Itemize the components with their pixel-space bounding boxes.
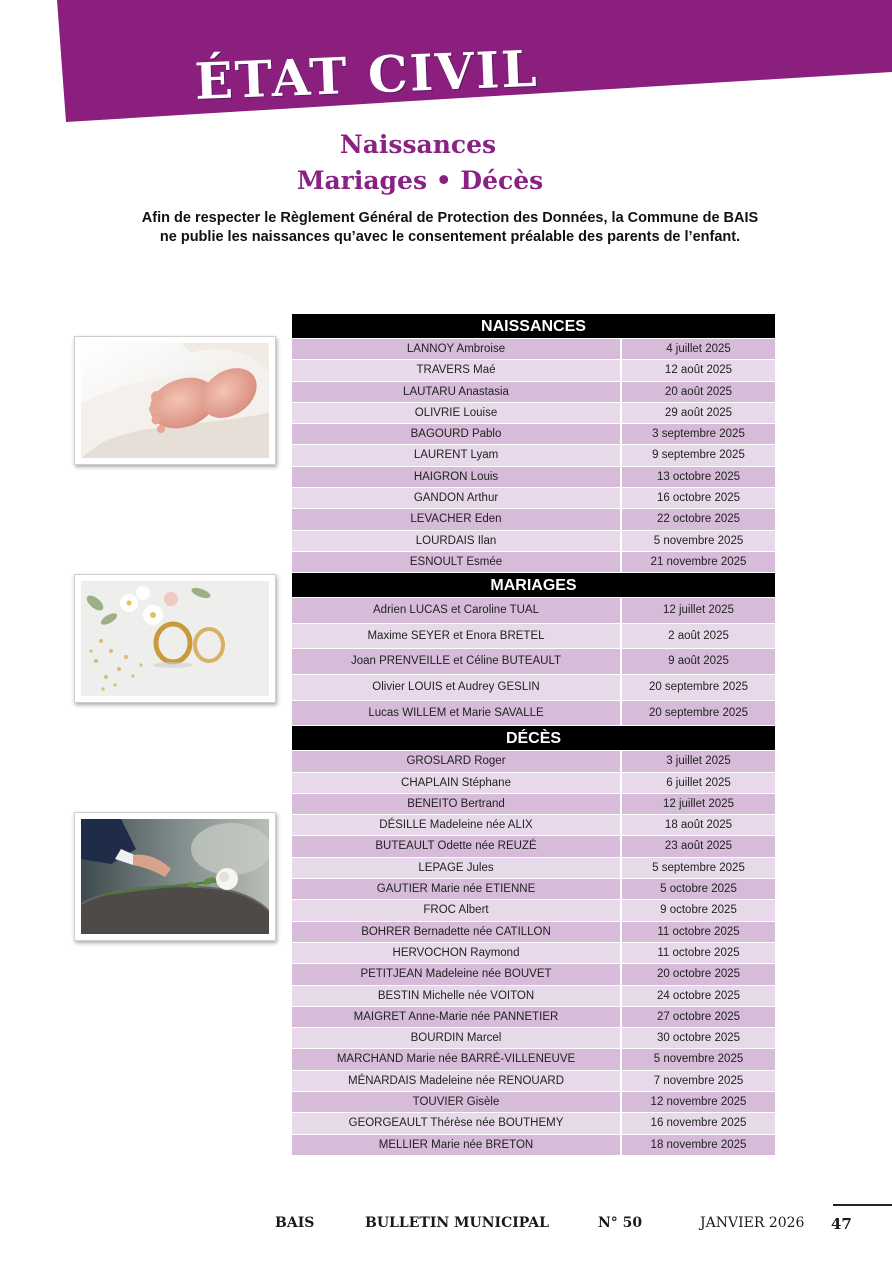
table-row — [292, 552, 775, 573]
entry-date: 4 juillet 2025 — [622, 339, 775, 359]
table-row — [292, 1113, 775, 1134]
table-row — [292, 675, 775, 701]
table-row — [292, 1007, 775, 1028]
entry-date: 22 octobre 2025 — [622, 509, 775, 529]
table-row — [292, 624, 775, 650]
table-row — [292, 467, 775, 488]
section-header-mariages: MARIAGES — [292, 573, 775, 598]
table-row — [292, 879, 775, 900]
mariages-list — [292, 598, 775, 726]
entry-date: 12 août 2025 — [622, 360, 775, 380]
entry-name: PETITJEAN Madeleine née BOUVET — [292, 964, 622, 984]
entry-name: MAIGRET Anne-Marie née PANNETIER — [292, 1007, 622, 1027]
table-row — [292, 424, 775, 445]
table-row — [292, 815, 775, 836]
gdpr-notice-line-1: Afin de respecter le Règlement Général de Protection des Données, la Commune de BAIS — [141, 210, 759, 226]
entry-date: 18 novembre 2025 — [622, 1135, 775, 1155]
entry-name: LANNOY Ambroise — [292, 339, 622, 359]
entry-date: 5 octobre 2025 — [622, 879, 775, 899]
entry-name: MARCHAND Marie née BARRÉ-VILLENEUVE — [292, 1049, 622, 1069]
entry-date: 16 novembre 2025 — [622, 1113, 775, 1133]
entry-date: 5 septembre 2025 — [622, 858, 775, 878]
entry-name: BUTEAULT Odette née REUZÉ — [292, 836, 622, 856]
entry-name: MÉNARDAIS Madeleine née RENOUARD — [292, 1071, 622, 1091]
footer-issue: N° 50 — [598, 1215, 643, 1231]
baby-feet-illustration — [81, 343, 269, 458]
entry-name: BAGOURD Pablo — [292, 424, 622, 444]
entry-date: 11 octobre 2025 — [622, 922, 775, 942]
table-row — [292, 773, 775, 794]
page-title: ÉTAT CIVIL — [193, 38, 540, 111]
funeral-rose-photo — [74, 812, 276, 941]
table-row — [292, 858, 775, 879]
table-row — [292, 488, 775, 509]
entry-name: Joan PRENVEILLE et Céline BUTEAULT — [292, 649, 622, 674]
entry-name: LAUTARU Anastasia — [292, 382, 622, 402]
gdpr-notice — [0, 209, 892, 247]
entry-name: BESTIN Michelle née VOITON — [292, 986, 622, 1006]
table-row — [292, 701, 775, 727]
entry-date: 9 août 2025 — [622, 649, 775, 674]
table-row — [292, 943, 775, 964]
entry-date: 9 octobre 2025 — [622, 900, 775, 920]
section-header-deces: DÉCÈS — [292, 726, 775, 751]
footer — [0, 1215, 892, 1237]
entry-date: 3 juillet 2025 — [622, 751, 775, 771]
entry-name: DÉSILLE Madeleine née ALIX — [292, 815, 622, 835]
table-row — [292, 339, 775, 360]
entry-date: 11 octobre 2025 — [622, 943, 775, 963]
entry-date: 2 août 2025 — [622, 624, 775, 649]
footer-page-number: 47 — [831, 1215, 852, 1233]
entry-date: 20 septembre 2025 — [622, 701, 775, 726]
table-row — [292, 509, 775, 530]
entry-date: 21 novembre 2025 — [622, 552, 775, 572]
entry-name: ESNOULT Esmée — [292, 552, 622, 572]
entry-name: GROSLARD Roger — [292, 751, 622, 771]
table-row — [292, 382, 775, 403]
section-header-naissances: NAISSANCES — [292, 314, 775, 339]
entry-name: GANDON Arthur — [292, 488, 622, 508]
entry-name: TOUVIER Gisèle — [292, 1092, 622, 1112]
entry-name: LAURENT Lyam — [292, 445, 622, 465]
footer-date: JANVIER 2026 — [700, 1215, 805, 1231]
entry-name: LOURDAIS Ilan — [292, 531, 622, 551]
table-row — [292, 1092, 775, 1113]
entry-name: Maxime SEYER et Enora BRETEL — [292, 624, 622, 649]
entry-date: 20 octobre 2025 — [622, 964, 775, 984]
table-row — [292, 403, 775, 424]
entry-date: 16 octobre 2025 — [622, 488, 775, 508]
entry-name: BOURDIN Marcel — [292, 1028, 622, 1048]
footer-commune: BAIS — [275, 1215, 315, 1231]
entry-date: 18 août 2025 — [622, 815, 775, 835]
entry-name: BOHRER Bernadette née CATILLON — [292, 922, 622, 942]
entry-date: 12 juillet 2025 — [622, 598, 775, 623]
entry-name: GAUTIER Marie née ETIENNE — [292, 879, 622, 899]
wedding-rings-illustration — [81, 581, 269, 696]
subtitle-mariages-deces: Mariages • Décès — [296, 166, 544, 195]
footer-publication: BULLETIN MUNICIPAL — [365, 1215, 549, 1231]
entry-name: FROC Albert — [292, 900, 622, 920]
entry-date: 27 octobre 2025 — [622, 1007, 775, 1027]
entry-name: CHAPLAIN Stéphane — [292, 773, 622, 793]
table-row — [292, 964, 775, 985]
entry-name: Lucas WILLEM et Marie SAVALLE — [292, 701, 622, 726]
entry-name: BENEITO Bertrand — [292, 794, 622, 814]
table-row — [292, 922, 775, 943]
table-row — [292, 1049, 775, 1070]
entry-date: 20 septembre 2025 — [622, 675, 775, 700]
naissances-list — [292, 339, 775, 573]
table-row — [292, 649, 775, 675]
entry-date: 12 novembre 2025 — [622, 1092, 775, 1112]
entry-name: OLIVRIE Louise — [292, 403, 622, 423]
table-row — [292, 445, 775, 466]
table-row — [292, 900, 775, 921]
table-row — [292, 751, 775, 772]
table-row — [292, 531, 775, 552]
deces-list — [292, 751, 775, 1156]
entry-name: HERVOCHON Raymond — [292, 943, 622, 963]
table-row — [292, 986, 775, 1007]
table-row — [292, 1135, 775, 1156]
table-row — [292, 836, 775, 857]
entry-date: 9 septembre 2025 — [622, 445, 775, 465]
entry-date: 5 novembre 2025 — [622, 531, 775, 551]
table-row — [292, 360, 775, 381]
entry-name: Olivier LOUIS et Audrey GESLIN — [292, 675, 622, 700]
entry-name: LEVACHER Eden — [292, 509, 622, 529]
entry-date: 23 août 2025 — [622, 836, 775, 856]
baby-feet-photo — [74, 336, 276, 465]
footer-rule — [833, 1204, 892, 1206]
civil-registry — [292, 314, 775, 1156]
entry-date: 6 juillet 2025 — [622, 773, 775, 793]
entry-date: 30 octobre 2025 — [622, 1028, 775, 1048]
wedding-rings-photo — [74, 574, 276, 703]
subtitle-naissances: Naissances — [339, 130, 497, 159]
entry-date: 7 novembre 2025 — [622, 1071, 775, 1091]
entry-name: HAIGRON Louis — [292, 467, 622, 487]
entry-date: 13 octobre 2025 — [622, 467, 775, 487]
entry-date: 29 août 2025 — [622, 403, 775, 423]
table-row — [292, 1028, 775, 1049]
entry-date: 20 août 2025 — [622, 382, 775, 402]
table-row — [292, 598, 775, 624]
entry-name: LEPAGE Jules — [292, 858, 622, 878]
gdpr-notice-line-2: ne publie les naissances qu’avec le consentement préalable des parents de l’enfant. — [159, 229, 741, 245]
entry-date: 3 septembre 2025 — [622, 424, 775, 444]
entry-name: Adrien LUCAS et Caroline TUAL — [292, 598, 622, 623]
entry-name: TRAVERS Maé — [292, 360, 622, 380]
entry-name: GEORGEAULT Thérèse née BOUTHEMY — [292, 1113, 622, 1133]
entry-date: 5 novembre 2025 — [622, 1049, 775, 1069]
entry-name: MELLIER Marie née BRETON — [292, 1135, 622, 1155]
entry-date: 24 octobre 2025 — [622, 986, 775, 1006]
table-row — [292, 794, 775, 815]
funeral-rose-illustration — [81, 819, 269, 934]
entry-date: 12 juillet 2025 — [622, 794, 775, 814]
table-row — [292, 1071, 775, 1092]
